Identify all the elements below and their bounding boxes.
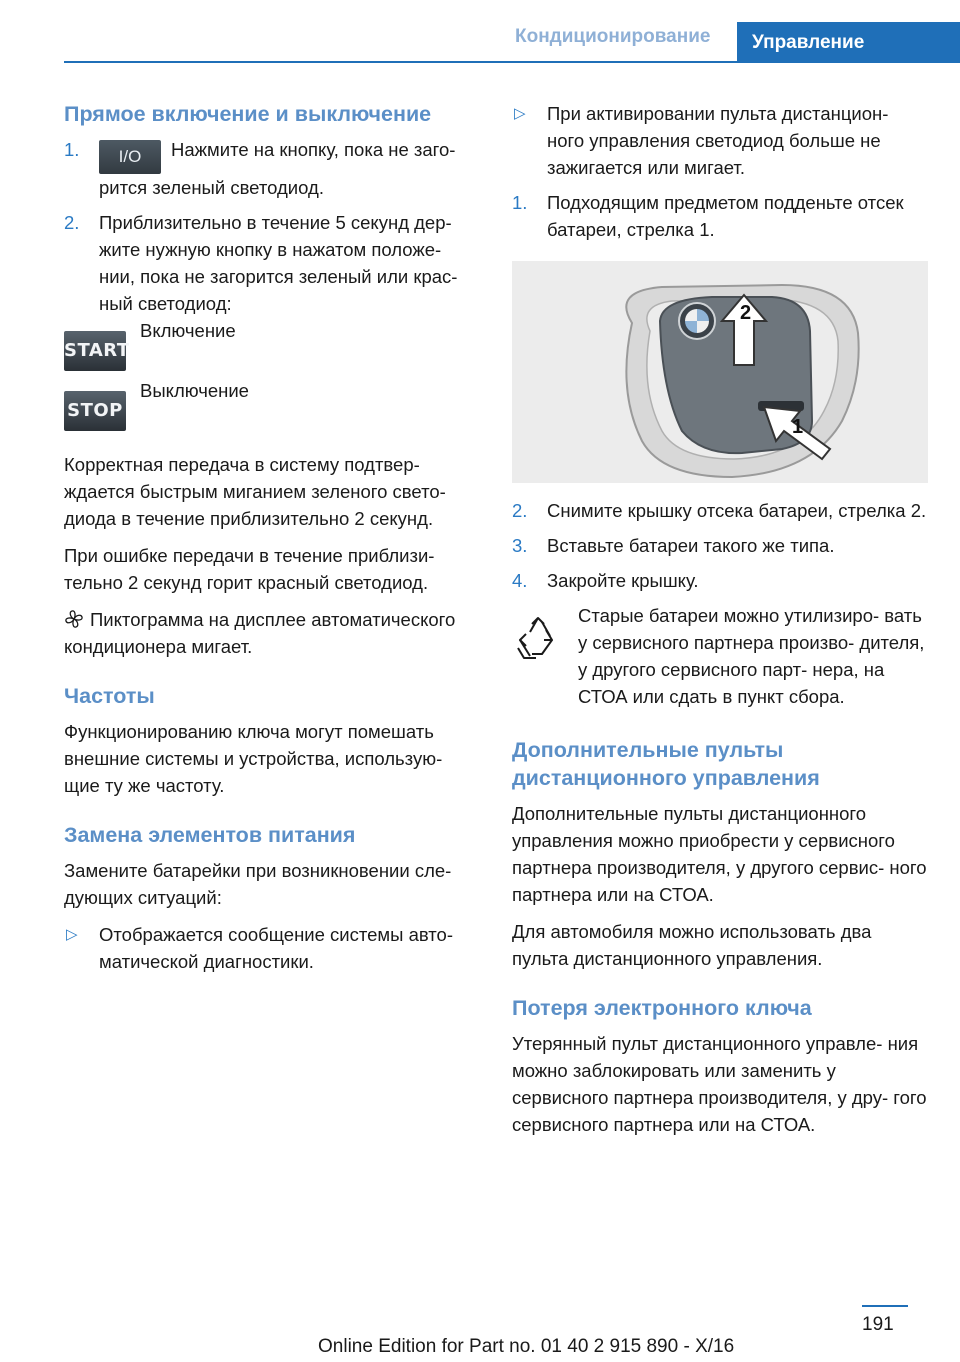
- step-number: 1.: [64, 139, 80, 160]
- key-illustration: [512, 261, 928, 483]
- step-number: 2.: [64, 212, 80, 233]
- step-number: 2.: [512, 500, 528, 521]
- page-header: [0, 0, 960, 62]
- step-1: [64, 136, 482, 201]
- heading-direct-switch: Прямое включение и выключение: [64, 102, 432, 126]
- step-text: Подходящим предметом подденьте отсек батареи, стрелка 1.: [547, 192, 904, 240]
- car-key-icon: [512, 261, 928, 483]
- step-text: Вставьте батареи такого же типа.: [547, 535, 835, 556]
- header-rule: [64, 61, 960, 63]
- step-4: [512, 567, 930, 594]
- step-text: Нажмите на кнопку, пока не заго- рится зеленый светодиод.: [99, 139, 456, 198]
- heading-battery-replacement: Замена элементов питания: [64, 823, 356, 847]
- triangle-right-icon: ▷: [66, 926, 78, 943]
- header-tab: Управление: [737, 22, 960, 62]
- bullet-text: Отображается сообщение системы авто- матической диагностики.: [99, 924, 454, 972]
- start-button-icon: START: [64, 331, 126, 371]
- paragraph: При ошибке передачи в течение приблизи- тельно 2 секунд горит красный светодиод.: [64, 545, 435, 593]
- start-label: Включение: [140, 320, 236, 341]
- step-text: Приблизительно в течение 5 секунд дер- жите нужную кнопку в нажатом положе- нии, пока не загорится зеленый или крас- ный светодиод:: [99, 212, 458, 314]
- io-button-icon: I/O: [99, 140, 161, 174]
- paragraph: Для автомобиля можно использовать два пульта дистанционного управления.: [512, 921, 872, 969]
- fan-icon: [64, 609, 84, 629]
- stop-row: [64, 380, 482, 431]
- paragraph: Утерянный пульт дистанционного управле- ния можно заблокировать или заменить у сервисного партнера производителя, у дру- гого сервисного партнера или на СТОА.: [512, 1033, 927, 1135]
- step-number: 3.: [512, 535, 528, 556]
- heading-lost-key: Потеря электронного ключа: [512, 996, 812, 1020]
- fan-text: Пиктограмма на дисплее автоматического кондиционера мигает.: [64, 609, 456, 657]
- step-text: Закройте крышку.: [547, 570, 699, 591]
- recycle-icon: [512, 616, 564, 660]
- bullet-item: [512, 100, 930, 181]
- paragraph: Функционированию ключа могут помешать внешние системы и устройства, использую- щие ту же частоту.: [64, 721, 443, 796]
- fan-paragraph: [64, 606, 482, 660]
- triangle-right-icon: ▷: [514, 105, 526, 122]
- step-2: [64, 209, 482, 317]
- paragraph: Дополнительные пульты дистанционного управления можно приобрести у сервисного партнера производителя, у другого сервис- ного партнера или на СТОА.: [512, 803, 927, 905]
- bullet-item: [64, 921, 482, 975]
- step-1: [512, 189, 930, 243]
- stop-button-icon: STOP: [64, 391, 126, 431]
- page-number: 191: [862, 1314, 894, 1335]
- step-3: [512, 532, 930, 559]
- heading-frequencies: Частоты: [64, 684, 155, 708]
- online-edition: Online Edition for Part no. 01 40 2 915 890 - X/16: [318, 1336, 735, 1357]
- right-column: [512, 100, 930, 1148]
- recycle-note: [512, 602, 930, 710]
- start-row: [64, 320, 482, 371]
- step-2: [512, 497, 930, 524]
- step-text: Снимите крышку отсека батареи, стрелка 2.: [547, 500, 927, 521]
- heading-additional-remotes: Дополнительные пульты дистанционного управления: [512, 738, 820, 790]
- paragraph: Замените батарейки при возникновении сле- дующих ситуаций:: [64, 860, 452, 908]
- step-number: 1.: [512, 192, 528, 213]
- stop-label: Выключение: [140, 380, 249, 401]
- header-section: Кондиционирование: [515, 26, 711, 47]
- recycle-text: Старые батареи можно утилизиро- вать у сервисного партнера произво- дителя, у другого сервисного парт- нера, на СТОА или сдать в пункт сбора.: [578, 605, 925, 707]
- left-column: [64, 100, 482, 983]
- paragraph: Корректная передача в систему подтвер- ждается быстрым миганием зеленого свето- диода в течение приблизительно 2 секунд.: [64, 454, 446, 529]
- step-number: 4.: [512, 570, 528, 591]
- footer-rule: [862, 1305, 908, 1307]
- arrow-1-label: 1: [792, 416, 804, 438]
- bullet-text: При активировании пульта дистанцион- ного управления светодиод больше не зажигается или мигает.: [547, 103, 889, 178]
- arrow-2-label: 2: [740, 302, 752, 324]
